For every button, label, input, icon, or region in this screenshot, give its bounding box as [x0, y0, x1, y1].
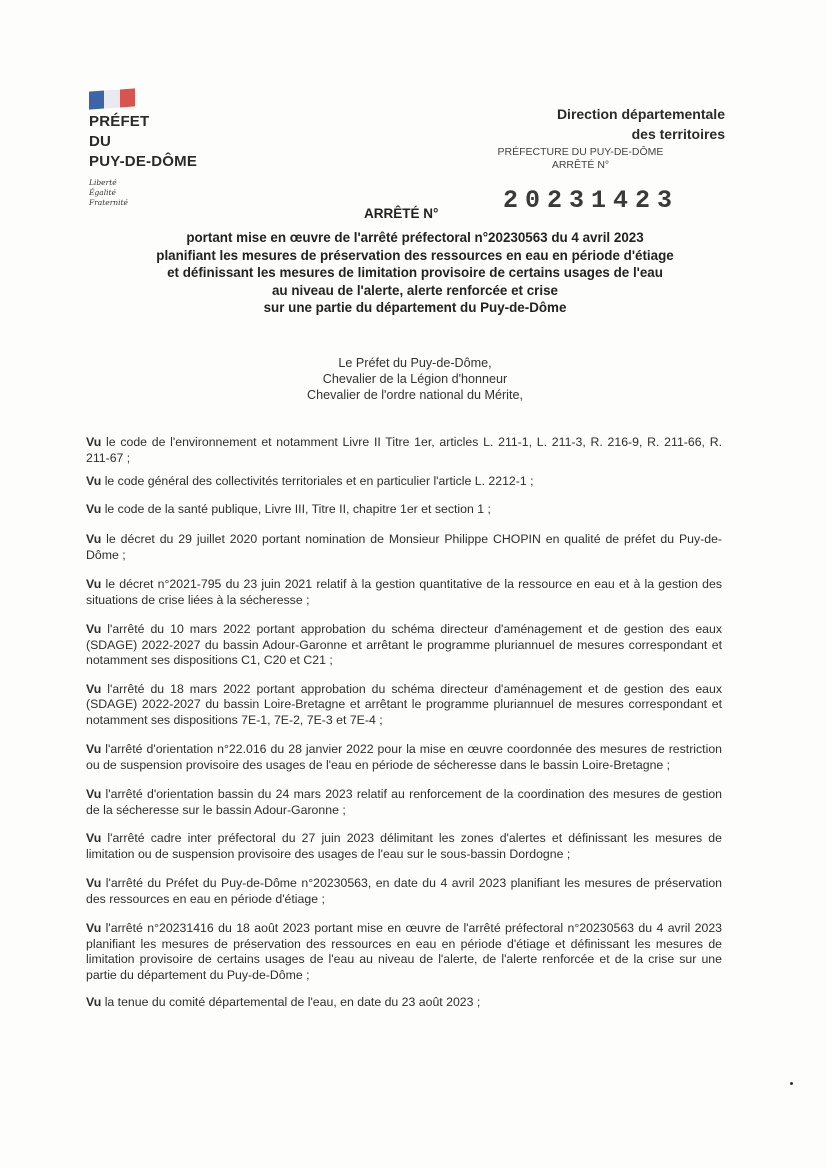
- motto-line: Liberté: [89, 178, 117, 187]
- visa-text: l'arrêté cadre inter préfectoral du 27 juin 2023 délimitant les zones d'alertes et définissant les mesures de limitation ou de suspension provisoire des usages de l'eau sur le sous-bassin Dordogne ;: [86, 831, 722, 861]
- motto-line: Égalité: [89, 188, 116, 197]
- flag-blue-band: [89, 91, 104, 110]
- logo-line: DU: [89, 133, 112, 150]
- direction-line: des territoires: [631, 126, 725, 142]
- title-line: sur une partie du département du Puy-de-Dôme: [263, 300, 567, 315]
- visa-keyword: Vu: [86, 501, 102, 516]
- visa-text: l'arrêté du 18 mars 2022 portant approbation du schéma directeur d'aménagement et de gestion des eaux (SDAGE) 2022-2027 du bassin Loire-Bretagne et arrêtant le programme pluriannuel de mesures correspondant et notamment ses dispositions 7E-1, 7E-2, 7E-3 et 7E-4 ;: [86, 681, 723, 727]
- document-title: [100, 229, 730, 317]
- prefet-line: Le Préfet du Puy-de-Dôme,: [338, 356, 492, 370]
- stamp-line: ARRÊTÉ N°: [551, 159, 610, 171]
- title-line: et définissant les mesures de limitation provisoire de certains usages de l'eau: [167, 265, 663, 280]
- visa-text: le code général des collectivités territoriales et en particulier l'article L. 2212-1 ;: [104, 474, 534, 488]
- visa-item: [86, 532, 722, 563]
- visa-text: l'arrêté du 10 mars 2022 portant approbation du schéma directeur d'aménagement et de gestion des eaux (SDAGE) 2022-2027 du bassin Adour-Garonne et arrêtant le programme pluriannuel de mesures correspondant et notamment ses dispositions C1, C20 et C21 ;: [86, 622, 723, 667]
- visa-keyword: Vu: [86, 876, 102, 890]
- visa-keyword: Vu: [86, 921, 102, 935]
- flag-white-band: [104, 89, 119, 108]
- visa-item: [86, 435, 722, 466]
- prefet-name: [89, 112, 249, 172]
- visa-keyword: Vu: [86, 787, 102, 801]
- visa-text: le code de la santé publique, Livre III, Titre II, chapitre 1er et section 1 ;: [104, 501, 491, 516]
- logo-line: PUY-DE-DÔME: [89, 153, 198, 170]
- visa-keyword: Vu: [86, 435, 102, 449]
- arrete-label: ARRÊTÉ N°: [364, 206, 439, 221]
- visa-item: [86, 876, 722, 907]
- visa-keyword: Vu: [86, 742, 102, 756]
- visa-item: [86, 682, 722, 729]
- visa-item: [86, 474, 722, 490]
- visa-text: l'arrêté du Préfet du Puy-de-Dôme n°20230563, en date du 4 avril 2023 planifiant les mesures de préservation des ressources en eau en période d'étiage ;: [86, 876, 722, 906]
- visa-text: le décret n°2021-795 du 23 juin 2021 relatif à la gestion quantitative de la ressource en eau et à la gestion des situations de crise liées à la sécheresse ;: [86, 577, 722, 607]
- visa-item: [86, 831, 722, 862]
- visa-item: [86, 742, 722, 773]
- visa-text: le code de l'environnement et notamment Livre II Titre 1er, articles L. 211-1, L. 211-3, R. 216-9, R. 211-66, R. 211-67 ;: [86, 435, 723, 465]
- title-line: planifiant les mesures de préservation des ressources en eau en période d'étiage: [156, 247, 674, 263]
- prefet-line: Chevalier de l'ordre national du Mérite,: [307, 388, 523, 402]
- visa-item: [86, 577, 722, 608]
- direction-header: [557, 104, 725, 144]
- title-line: portant mise en œuvre de l'arrêté préfectoral n°20230563 du 4 avril 2023: [186, 230, 644, 245]
- visa-text: la tenue du comité départemental de l'eau, en date du 23 août 2023 ;: [104, 995, 481, 1009]
- visa-keyword: Vu: [86, 995, 102, 1009]
- visa-item: [86, 502, 722, 518]
- title-line: au niveau de l'alerte, alerte renforcée et crise: [271, 282, 559, 298]
- prefecture-stamp: [488, 146, 673, 172]
- flag-red-band: [120, 88, 135, 107]
- visa-text: l'arrêté n°20231416 du 18 août 2023 portant mise en œuvre de l'arrêté préfectoral n°20230563 du 4 avril 2023 planifiant les mesures de préservation des ressources en eau en période d'étiage et définissant les mesures de limitation provisoire de certains usages de l'eau au niveau de l'alerte, de l'alerte renforcée et de la crise sur une partie du département du Puy-de-Dôme ;: [86, 921, 723, 982]
- visa-item: [86, 787, 722, 818]
- prefet-logo: [89, 90, 249, 208]
- visa-keyword: Vu: [86, 577, 102, 591]
- visa-item: [86, 995, 722, 1011]
- visa-text: l'arrêté d'orientation n°22.016 du 28 janvier 2022 pour la mise en œuvre coordonnée des mesures de restriction ou de suspension provisoire des usages de l'eau en période de sécheresse dans le bassin Loire-Bretagne ;: [86, 742, 723, 772]
- visa-text: l'arrêté d'orientation bassin du 24 mars 2023 relatif au renforcement de la coordination des mesures de gestion de la sécheresse sur le bassin Adour-Garonne ;: [86, 787, 723, 817]
- stamp-line: PRÉFECTURE DU PUY-DE-DÔME: [497, 146, 664, 158]
- prefet-line: Chevalier de la Légion d'honneur: [322, 372, 508, 386]
- visa-text: le décret du 29 juillet 2020 portant nomination de Monsieur Philippe CHOPIN en qualité de préfet du Puy-de-Dôme ;: [86, 532, 722, 562]
- logo-line: PRÉFET: [89, 113, 150, 130]
- visa-keyword: Vu: [86, 474, 102, 488]
- visa-keyword: Vu: [86, 532, 102, 546]
- direction-line: Direction départementale: [556, 106, 725, 122]
- prefet-identity: [280, 355, 550, 403]
- arrete-number: 20231423: [503, 186, 680, 215]
- marianne-flag-icon: [89, 88, 135, 109]
- visa-keyword: Vu: [86, 681, 102, 696]
- visa-keyword: Vu: [86, 622, 102, 636]
- scan-speck: [790, 1082, 793, 1085]
- visas-list: [86, 435, 722, 1011]
- republic-motto: [89, 178, 249, 208]
- visa-item: [86, 622, 722, 669]
- visa-keyword: Vu: [86, 831, 102, 845]
- motto-line: Fraternité: [89, 198, 128, 207]
- visa-item: [86, 921, 722, 983]
